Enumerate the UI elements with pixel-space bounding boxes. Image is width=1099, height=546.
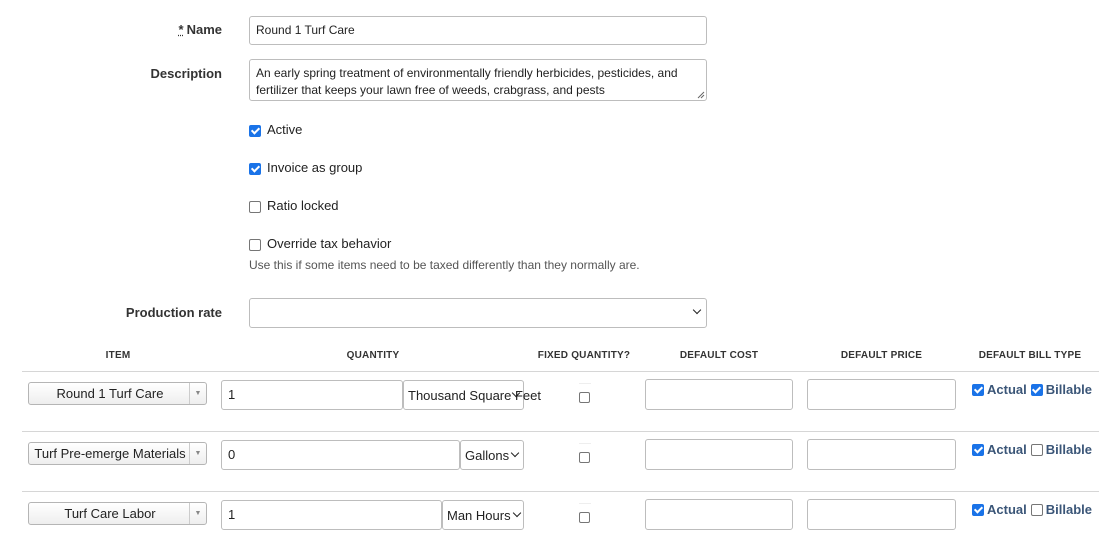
ratio-locked-checkbox[interactable] bbox=[249, 201, 261, 213]
production-rate-label: Production rate bbox=[125, 305, 222, 320]
ratio-locked-label: Ratio locked bbox=[267, 198, 339, 213]
table-divider bbox=[22, 371, 1099, 372]
dropdown-arrow-icon: ▼ bbox=[189, 383, 206, 404]
divider bbox=[579, 443, 591, 444]
actual-label: Actual bbox=[987, 382, 1027, 397]
bill-type-group bbox=[972, 502, 1092, 517]
active-checkbox[interactable] bbox=[249, 125, 261, 137]
unit-select[interactable] bbox=[460, 440, 524, 470]
item-name: Turf Care Labor bbox=[64, 506, 156, 521]
override-tax-checkbox[interactable] bbox=[249, 239, 261, 251]
row-divider bbox=[22, 431, 1099, 432]
billable-checkbox[interactable] bbox=[1031, 384, 1043, 396]
active-label: Active bbox=[267, 122, 303, 137]
item-name: Round 1 Turf Care bbox=[56, 386, 164, 401]
fixed-quantity-checkbox[interactable] bbox=[579, 452, 590, 463]
divider bbox=[579, 383, 591, 384]
quantity-input[interactable]: 0 bbox=[221, 440, 460, 470]
invoice-as-group-label: Invoice as group bbox=[267, 160, 363, 175]
header-default-bill-type: DEFAULT BILL TYPE bbox=[978, 350, 1082, 361]
item-name: Turf Pre-emerge Materials bbox=[34, 446, 186, 461]
bill-type-group bbox=[972, 382, 1092, 397]
unit-select[interactable] bbox=[442, 500, 524, 530]
dropdown-arrow-icon: ▼ bbox=[189, 443, 206, 464]
active-checkbox-row[interactable] bbox=[249, 122, 302, 137]
bill-type-group bbox=[972, 442, 1092, 457]
divider bbox=[579, 503, 591, 504]
chevron-down-icon bbox=[512, 509, 520, 517]
actual-label: Actual bbox=[987, 502, 1027, 517]
default-price-input[interactable] bbox=[807, 439, 956, 470]
default-price-input[interactable] bbox=[807, 499, 956, 530]
default-price-input[interactable] bbox=[807, 379, 956, 410]
billable-label: Billable bbox=[1045, 442, 1092, 457]
description-textarea[interactable] bbox=[249, 59, 707, 101]
invoice-as-group-checkbox[interactable] bbox=[249, 163, 261, 175]
default-cost-input[interactable] bbox=[645, 439, 793, 470]
description-text: An early spring treatment of environmentally friendly herbicides, pesticides, and fertilizer that keeps your lawn free of weeds, crabgrass, and pests bbox=[256, 66, 678, 97]
unit-value: Gallons bbox=[465, 447, 510, 463]
invoice-group-checkbox-row[interactable] bbox=[249, 160, 362, 175]
header-item: ITEM bbox=[105, 350, 131, 361]
override-tax-label: Override tax behavior bbox=[267, 236, 392, 251]
actual-label: Actual bbox=[987, 442, 1027, 457]
name-label bbox=[0, 22, 222, 37]
billable-checkbox[interactable] bbox=[1031, 504, 1043, 516]
chevron-down-icon bbox=[693, 306, 701, 314]
name-input[interactable]: Round 1 Turf Care bbox=[249, 16, 707, 45]
resize-grip-icon[interactable] bbox=[697, 91, 705, 99]
default-cost-input[interactable] bbox=[645, 499, 793, 530]
default-cost-input[interactable] bbox=[645, 379, 793, 410]
actual-checkbox[interactable] bbox=[972, 504, 984, 516]
dropdown-arrow-icon: ▼ bbox=[189, 503, 206, 524]
header-quantity: QUANTITY bbox=[346, 350, 400, 361]
unit-value: Man Hours bbox=[447, 507, 511, 523]
required-mark: * bbox=[178, 22, 184, 37]
actual-checkbox[interactable] bbox=[972, 444, 984, 456]
fixed-quantity-checkbox[interactable] bbox=[579, 392, 590, 403]
header-default-price: DEFAULT PRICE bbox=[840, 350, 923, 361]
production-rate-select[interactable] bbox=[249, 298, 707, 328]
override-tax-help: Use this if some items need to be taxed differently than they normally are. bbox=[249, 258, 640, 272]
description-label: Description bbox=[150, 66, 222, 81]
item-select-labor[interactable] bbox=[28, 502, 207, 525]
override-tax-checkbox-row[interactable] bbox=[249, 236, 391, 251]
chevron-down-icon bbox=[511, 449, 519, 457]
name-label-text: Name bbox=[186, 22, 222, 37]
fixed-quantity-checkbox[interactable] bbox=[579, 512, 590, 523]
unit-select[interactable] bbox=[403, 380, 541, 410]
ratio-locked-checkbox-row[interactable] bbox=[249, 198, 339, 213]
billable-label: Billable bbox=[1045, 502, 1092, 517]
item-select-pre-emerge[interactable] bbox=[28, 442, 207, 465]
billable-label: Billable bbox=[1045, 382, 1092, 397]
row-divider bbox=[22, 491, 1099, 492]
item-select-round-1[interactable] bbox=[28, 382, 207, 405]
quantity-input[interactable]: 1 bbox=[221, 380, 403, 410]
header-default-cost: DEFAULT COST bbox=[679, 350, 759, 361]
header-fixed-quantity: FIXED QUANTITY? bbox=[537, 350, 631, 361]
actual-checkbox[interactable] bbox=[972, 384, 984, 396]
unit-value: Thousand Square Feet bbox=[408, 387, 541, 403]
quantity-input[interactable]: 1 bbox=[221, 500, 442, 530]
billable-checkbox[interactable] bbox=[1031, 444, 1043, 456]
